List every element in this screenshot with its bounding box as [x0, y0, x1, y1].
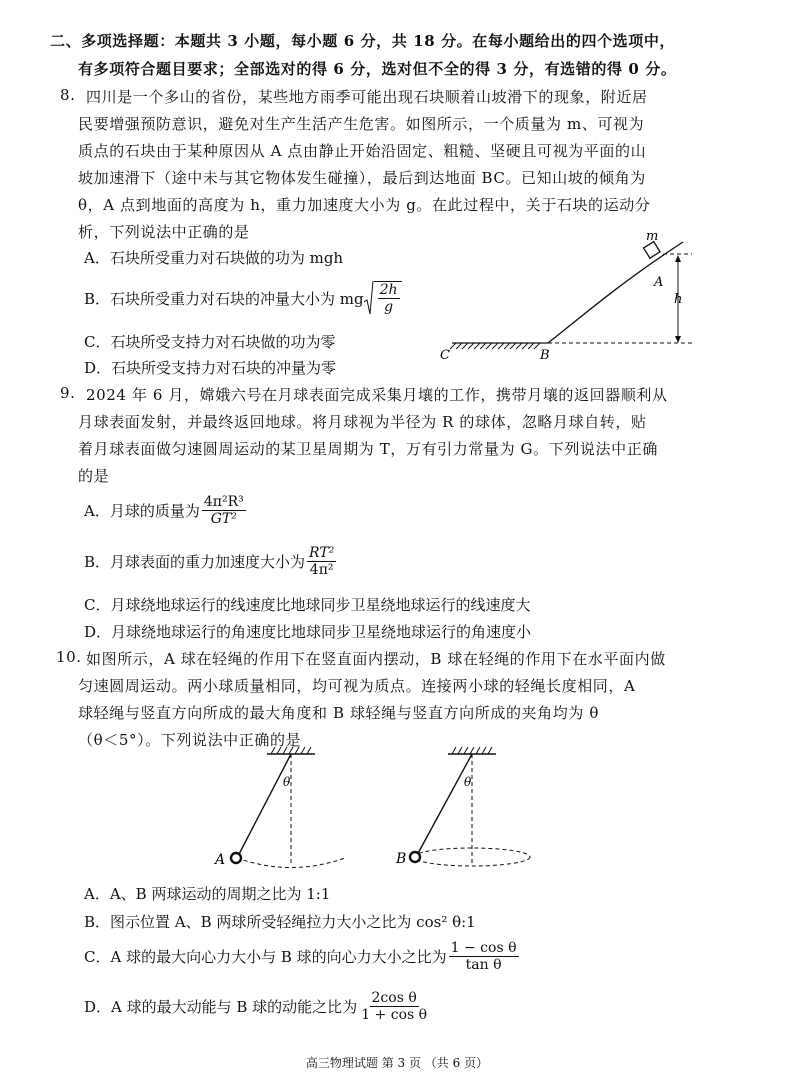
ceiling-hatching-a	[271, 747, 311, 754]
q10-option-d-num: 2cos θ	[371, 990, 417, 1006]
fraction	[307, 545, 336, 578]
q8-option-a: A．石块所受重力对石块做的功为 mgh	[84, 249, 344, 267]
q8-option-b-num: 2h	[379, 282, 398, 298]
q10-text-line3: 球轻绳与竖直方向所成的最大角度和 B 球轻绳与竖直方向所成的夹角均为 θ	[78, 704, 599, 722]
fraction	[449, 940, 519, 973]
q9-option-a	[84, 494, 248, 527]
q9-option-c: C．月球绕地球运行的线速度比地球同步卫星绕地球运行的线速度大	[84, 596, 531, 614]
stone-block	[644, 242, 661, 259]
q8-option-b-den: g	[384, 299, 394, 315]
label-m: m	[646, 229, 659, 244]
q8-option-b-text: B．石块所受重力对石块的冲量大小为 mg	[84, 289, 364, 308]
q9-option-b-den: 4π²	[309, 562, 334, 578]
q9-option-d: D．月球绕地球运行的角速度比地球同步卫星绕地球运行的角速度小	[84, 623, 532, 641]
q10-option-c-num: 1 − cos θ	[450, 940, 517, 956]
label-b: B	[540, 348, 550, 363]
ceiling-hatching-b	[452, 747, 492, 754]
q8-text-line4: 坡加速滑下（途中未与其它物体发生碰撞），最后到达地面 BC。已知山坡的倾角为	[78, 169, 646, 187]
pendulum-b-figure	[390, 744, 560, 874]
q9-option-b	[84, 545, 338, 578]
q8-option-d: D．石块所受支持力对石块的冲量为零	[84, 359, 337, 377]
page-footer: 高三物理试题 第 3 页 （共 6 页）	[305, 1056, 489, 1070]
q8-text-line3: 质点的石块由于某种原因从 A 点由静止开始沿固定、粗糙、坚硬且可视为平面的山	[78, 142, 647, 160]
q9-text-line3: 着月球表面做匀速圆周运动的某卫星周期为 T，万有引力常量为 G。下列说法中正确	[78, 440, 658, 458]
height-arrow-up	[675, 255, 681, 262]
q10-text-line1: 如图所示，A 球在轻绳的作用下在竖直面内摆动，B 球在轻绳的作用下在水平面内做	[86, 650, 666, 668]
q8-number: 8.	[60, 86, 76, 104]
q9-option-b-text: B．月球表面的重力加速度大小为	[84, 553, 306, 571]
ground-hatching	[450, 343, 540, 349]
q8-option-c: C．石块所受支持力对石块做的功为零	[84, 333, 336, 351]
section-header-line2: 有多项符合题目要求；全部选对的得 6 分，选对但不全的得 3 分，有选错的得 0 分。	[78, 60, 677, 78]
ball-a	[231, 853, 241, 863]
q9-text-line1: 2024 年 6 月，嫦娥六号在月球表面完成采集月壤的工作，携带月壤的返回器顺利从	[86, 386, 668, 404]
ball-b	[410, 852, 420, 862]
q10-option-c-den: tan θ	[465, 957, 502, 973]
q10-option-d-den: 1 + cos θ	[361, 1007, 428, 1023]
q9-option-a-text: A．月球的质量为	[84, 502, 200, 520]
label-ball-b: B	[396, 851, 407, 867]
theta-label-a: θ	[283, 775, 291, 789]
q9-option-a-num: 4π²R³	[203, 494, 244, 510]
q10-number: 10.	[56, 648, 82, 666]
q9-text-line4: 的是	[78, 467, 110, 485]
label-a: A	[654, 275, 664, 290]
rope-b	[416, 754, 472, 857]
q10-option-c	[84, 940, 521, 973]
sqrt-expression	[364, 280, 402, 316]
label-c: C	[440, 348, 450, 363]
rope-a	[237, 754, 291, 858]
slope-figure	[430, 228, 710, 368]
fraction	[359, 990, 429, 1023]
q8-text-line1: 四川是一个多山的省份，某些地方雨季可能出现石块顺着山坡滑下的现象，附近居	[86, 88, 648, 106]
q8-option-b	[84, 280, 402, 316]
q9-text-line2: 月球表面发射，并最终返回地球。将月球视为半径为 R 的球体，忽略月球自转，贴	[78, 413, 647, 431]
q8-text-line5: θ，A 点到地面的高度为 h，重力加速度大小为 g。在此过程中，关于石块的运动分	[78, 196, 651, 214]
q10-option-a: A．A、B 两球运动的周期之比为 1:1	[84, 885, 331, 903]
q9-option-a-den: GT²	[210, 511, 237, 527]
q9-number: 9.	[60, 384, 76, 402]
circular-path-b	[414, 848, 530, 866]
slope-line	[548, 242, 683, 343]
pendulum-a-figure	[205, 744, 375, 874]
label-ball-a: A	[215, 852, 226, 868]
q8-text-line2: 民要增强预防意识，避免对生产生活产生危害。如图所示，一个质量为 m、可视为	[78, 115, 645, 133]
theta-label-b: θ	[464, 775, 472, 789]
q8-text-line6: 析，下列说法中正确的是	[78, 223, 250, 241]
height-arrow-down	[675, 336, 681, 343]
q9-option-b-num: RT²	[309, 545, 335, 561]
q10-option-d-text: D．A 球的最大动能与 B 球的动能之比为	[84, 998, 358, 1016]
label-h: h	[674, 292, 683, 307]
q10-option-d	[84, 990, 431, 1023]
q10-text-line2: 匀速圆周运动。两小球质量相同，均可视为质点。连接两小球的轻绳长度相同，A	[78, 677, 636, 695]
fraction	[202, 494, 246, 527]
section-header-line1: 二、多项选择题：本题共 3 小题，每小题 6 分，共 18 分。在每小题给出的四个选项中，	[50, 32, 676, 50]
q10-text-line4: （θ＜5°）。下列说法中正确的是	[78, 731, 302, 749]
q10-option-b: B．图示位置 A、B 两球所受轻绳拉力大小之比为 cos² θ:1	[84, 913, 476, 931]
q10-option-c-text: C．A 球的最大向心力大小与 B 球的向心力大小之比为	[84, 948, 447, 966]
